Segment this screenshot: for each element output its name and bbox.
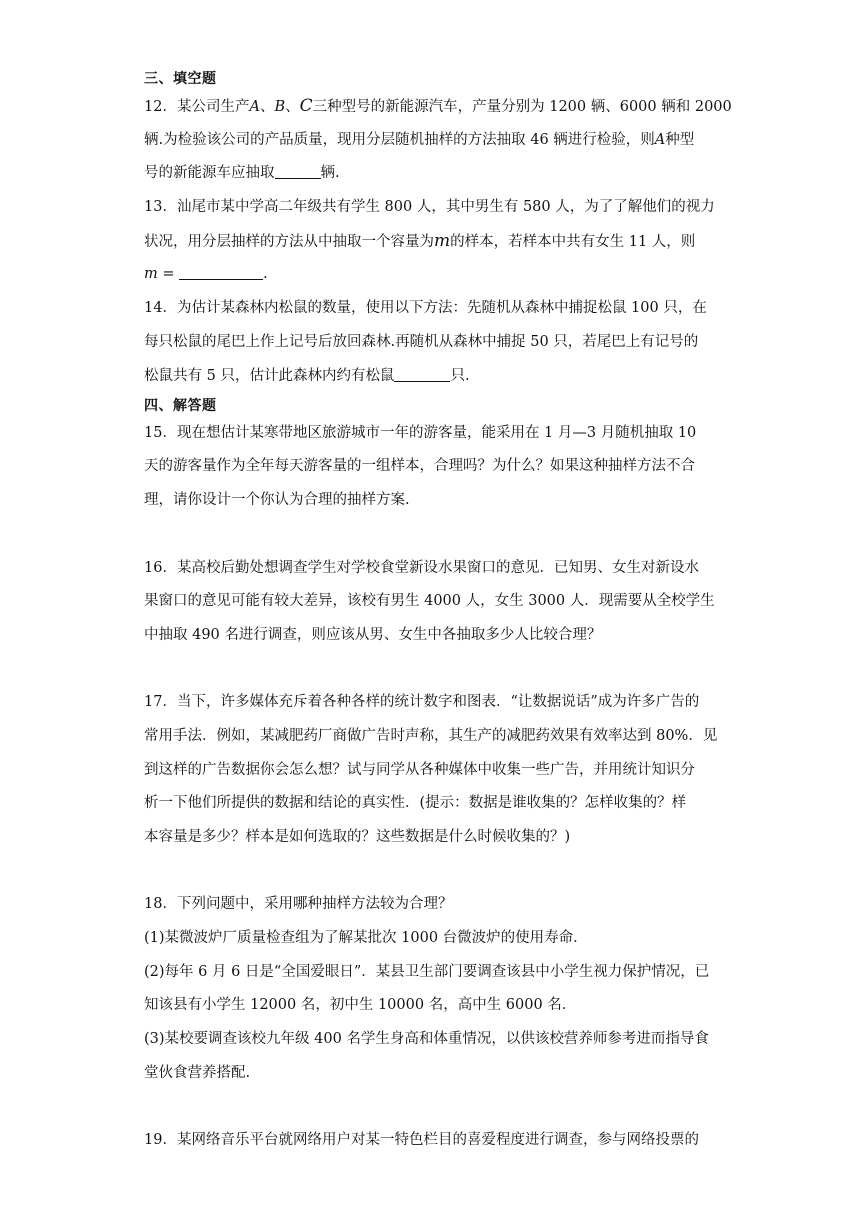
q17-line-2: 常用手法．例如，某减肥药厂商做广告时声称，其生产的减肥药效果有效率达到 80%．见 — [144, 728, 718, 744]
q12-text: 种型 — [665, 132, 695, 148]
q12-text: 12．某公司生产 — [144, 99, 250, 115]
q16-line-3: 中抽取 490 名进行调查，则应该从男、女生中各抽取多少人比较合理？ — [144, 627, 602, 643]
var-m: m — [434, 231, 451, 251]
q18-line-1: 18．下列问题中，采用哪种抽样方法较为合理？ — [144, 896, 453, 912]
var-a: A — [249, 99, 260, 115]
q18-line-6: 堂伙食营养搭配. — [144, 1065, 251, 1081]
q14-text: 松鼠共有 5 只，估计此森林内约有松鼠 — [144, 368, 395, 384]
q15-line-1: 15．现在想估计某寒带地区旅游城市一年的游客量，能采用在 1 月—3 月随机抽取 10 — [144, 425, 697, 441]
q12-text: 号的新能源车应抽取 — [144, 165, 275, 181]
q18-line-2: (1)某微波炉厂质量检查组为了解某批次 1000 台微波炉的使用寿命． — [144, 930, 588, 946]
q13-line-2 — [144, 231, 695, 252]
q13-text: 状况，用分层抽样的方法从中抽取一个容量为 — [144, 234, 434, 250]
var-c: C — [299, 96, 313, 116]
q16-line-2: 果窗口的意见可能有较大差异，该校有男生 4000 人，女生 3000 人．现需要从全校学生 — [144, 593, 715, 609]
q13-line-3 — [144, 264, 268, 284]
q18-line-3: (2)每年 6 月 6 日是“全国爱眼日”．某县卫生部门要调查该县中小学生视力保护情况，已 — [144, 964, 710, 980]
q12-text: 辆. — [320, 165, 340, 181]
q14-line-2: 每只松鼠的尾巴上作上记号后放回森林.再随机从森林中捕捉 50 只，若尾巴上有记号的 — [144, 334, 699, 350]
q12-text: 三种型号的新能源汽车，产量分别为 1200 辆、6000 辆和 2000 — [312, 99, 732, 115]
q12-line-1 — [144, 96, 732, 117]
var-m: m — [144, 266, 158, 282]
var-b: B — [274, 99, 286, 115]
q15-line-2: 天的游客量作为全年每天游客量的一组样本，合理吗？为什么？如果这种抽样方法不合 — [144, 458, 695, 474]
q12-text: 辆.为检验该公司的产品质量，现用分层随机抽样的方法抽取 46 辆进行检验，则 — [144, 132, 655, 148]
section-heading-answer: 四、解答题 — [144, 398, 217, 414]
answer-blank[interactable] — [179, 265, 263, 280]
q15-line-3: 理，请你设计一个你认为合理的抽样方案. — [144, 492, 410, 508]
q14-line-3 — [144, 366, 470, 386]
q13-text: . — [263, 266, 268, 282]
sep: 、 — [285, 99, 300, 115]
q19-line-1: 19．某网络音乐平台就网络用户对某一特色栏目的喜爱程度进行调查，参与网络投票的 — [144, 1132, 699, 1148]
q16-line-1: 16．某高校后勤处想调查学生对学校食堂新设水果窗口的意见．已知男、女生对新设水 — [144, 560, 699, 576]
q17-line-5: 本容量是多少？样本是如何选取的？这些数据是什么时候收集的？) — [144, 829, 571, 845]
var-a: A — [654, 132, 666, 148]
q12-line-3 — [144, 163, 340, 183]
equals: = — [157, 266, 180, 282]
q14-line-1: 14．为估计某森林内松鼠的数量，使用以下方法：先随机从森林中捕捉松鼠 100 只，在 — [144, 300, 707, 316]
section-heading-fill-blank: 三、填空题 — [144, 71, 217, 87]
q12-line-2 — [144, 130, 694, 150]
answer-blank[interactable] — [275, 164, 321, 179]
q14-text: 只. — [450, 368, 470, 384]
q17-line-4: 析一下他们所提供的数据和结论的真实性．(提示：数据是谁收集的？怎样收集的？样 — [144, 795, 687, 811]
sep: 、 — [259, 99, 275, 115]
q17-line-1: 17．当下，许多媒体充斥着各种各样的统计数字和图表．“让数据说话”成为许多广告的 — [144, 694, 700, 710]
q13-line-1: 13．汕尾市某中学高二年级共有学生 800 人，其中男生有 580 人，为了了解他们的视力 — [144, 199, 715, 215]
q17-line-3: 到这样的广告数据你会怎么想？试与同学从各种媒体中收集一些广告，并用统计知识分 — [144, 762, 695, 778]
q18-line-4: 知该县有小学生 12000 名，初中生 10000 名，高中生 6000 名． — [144, 997, 577, 1013]
answer-blank[interactable] — [394, 367, 450, 382]
q13-text: 的样本，若样本中共有女生 11 人，则 — [450, 234, 696, 250]
q18-line-5: (3)某校要调查该校九年级 400 名学生身高和体重情况，以供该校营养师参考进而指导食 — [144, 1031, 709, 1047]
